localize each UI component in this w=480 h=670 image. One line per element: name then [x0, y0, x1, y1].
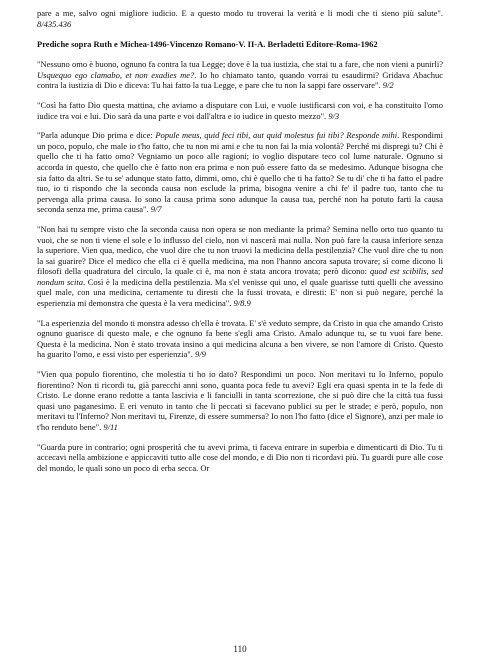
quote-ref: 9/11: [103, 422, 118, 432]
latin-phrase: Popule meus, quid feci tibi, aut quid molestus fui tibi? Responde mihi: [155, 130, 398, 141]
quote-ref: 9/8.9: [233, 298, 251, 309]
intro-ref: 8/435.436: [37, 18, 72, 29]
quote-ref: 9/3: [328, 110, 340, 121]
quote-5: "La esperienzia del mondo ti monstra adesso ch'ella è trovata. E' s'è veduto sempre, da Cristo in qua che amando Cristo ognuno guarisce di questo male, e che ognuno fa bene s'egli ama Cristo. Amalo adunque tu, se tu vuoi fare bene. Questa è la medicina. Non è stato trovata insino a qui medicina alcuna a ben vivere, se non l'amore di Cristo. Questo ha guarito l'omo, e essi visto per esperienzia". 9/9: [37, 317, 443, 360]
quote-4: "Non hai tu sempre visto che la seconda causa non opera se non mediante la prima? Semina nello orto tuo quanto tu vuoi, che se non ti viene el sole e lo influsso del cielo, non vi nascerà mai nulla. Non può fare la causa inferiore senza la superiore. Vien qua, medico, che vuol dire che tu non truovi la medicina della pestilenzia? Che vuol dire che tu non la sai guarire? Dice el medico che ella ci è quella medicina, ma non l'hanno ancora saputa trovare; sì come dicono li filosofi della quadratura del circulo, la quale ci è, ma non è stata ancora trovata; però dicono: quod est scibilis, sed nondum scita. Così è la medicina della pestilenzia. Ma s'el venisse qui uno, el quale guarisse tutti quelli che avessino quel male, con una medicina, certamente tu diresti che la fussi trovata, e diresti: E' non si può negare, perché la esperienzia mi demonstra che questa è la vera medicina". 9/8.9: [37, 223, 444, 309]
quote-6: "Vien qua populo fiorentino, che molestia ti ho io dato? Respondimi un poco. Non meritavi tu lo Inferno, populo fiorentino? Non ti ricordi tu, già parecchi anni sono, quanta poca fede tu avevi? Egli era quasi spenta in te la fede di Cristo. Le donne erano redotte a tanta lascivia e li fanciulli in tanta scorrezione, che si può dire che la città tua fussi quasi uno paganesimo. E eri venuto in tanto che li peccati si facevano publici su per le strade; e però, populo, non meritavi tu l'Inferno? Non meritavi tu, Firenze, di essere summersa? Io non l'ho fatto (dice el Signore), anzi per male io t'ho renduto bene". 9/11: [37, 369, 443, 432]
quote-1: "Nessuno omo è buono, ognuno fa contra la tua Legge; dove è la tua iustizia, che stai tu a fare, che non vieni a punirli? Usquequo ego clamabo, et non exadies me?. Io ho chiamato tanto, quando vorrai tu esaudirmi? Gridava Abachuc contra la iustizia di Dio e diceva: Tu hai fatto la tua Legge, e pare che tu non la sappi fare osservare". 9/2: [37, 59, 443, 91]
section-heading: Prediche sopra Ruth e Michea-1496-Vincenzo Romano-V. II-A. Berladetti Editore-Roma-1962: [37, 39, 378, 50]
intro-text: pare a me, salvo ogni migliore iudicio. E a questo modo tu troverai la verità e li modi che ti sieno più salute".: [37, 8, 443, 18]
page-number: 110: [233, 644, 247, 654]
quote-2: "Così ha fatto Dio questa mattina, che aviamo a disputare con Lui, e vuole iustificarsi con voi, e ha constituito l'omo iudice tra voi e lui. Dio sarà da una parte e voi dall'altra e io iudice in questo mezzo". 9/3: [37, 99, 443, 121]
intro-paragraph: [37, 8, 443, 29]
quote-ref: 9/7: [150, 204, 162, 215]
quote-3: "Parla adunque Dio prima e dice: Popule meus, quid feci tibi, aut quid molestus fui tibi? Responde mihi. Respondimi un poco, populo, che male io t'ho fatto, che tu non mi ami e che tu non fai la mia volontà? Perché mi dispregi tu? Chi è quello che ti ha fatto omo? Vegniamo un poco alle ragioni; io voglio disputare teco col lume naturale. Ognuno si accorda in questo, che quello che è fatto non era prima e non può essere fatto da se medesimo. Adunque bisogna che sia fatto da altri. Se tu se' adunque stato fatto, dimmi, omo, chi è quello che ti ha fatto? Se tu di' che ti ha fatto el padre tuo, io ti rispondo che la seconda causa non esclude la prima, bisogna venire a chi fe' il padre tuo, tanto che tu pervenga alla prima causa. Io sono la causa prima sono adunque la causa tua, perché non ha potuto farti la causa seconda senza me, prima causa". 9/7: [37, 130, 443, 215]
quote-ref: 9/2: [382, 80, 394, 91]
quote-7: "Guarda pure in contrario; ogni prosperità che tu avevi prima, ti faceva entrare in superbia e dimenticarti di Dio. Tu ti accecavi nella ambizione e appiccaviti tutto alle cose del mondo, e di Dio non ti ricordavi più. Tu guardi pure alle cose del mondo, le quali sono un poco di erba secca. Or: [37, 441, 443, 473]
quote-ref: 9/9: [194, 349, 206, 360]
latin-phrase: quod est scibilis, sed nondum scita: [37, 266, 443, 287]
latin-phrase: Usquequo ego clamabo, et non exadies me?: [37, 69, 195, 80]
